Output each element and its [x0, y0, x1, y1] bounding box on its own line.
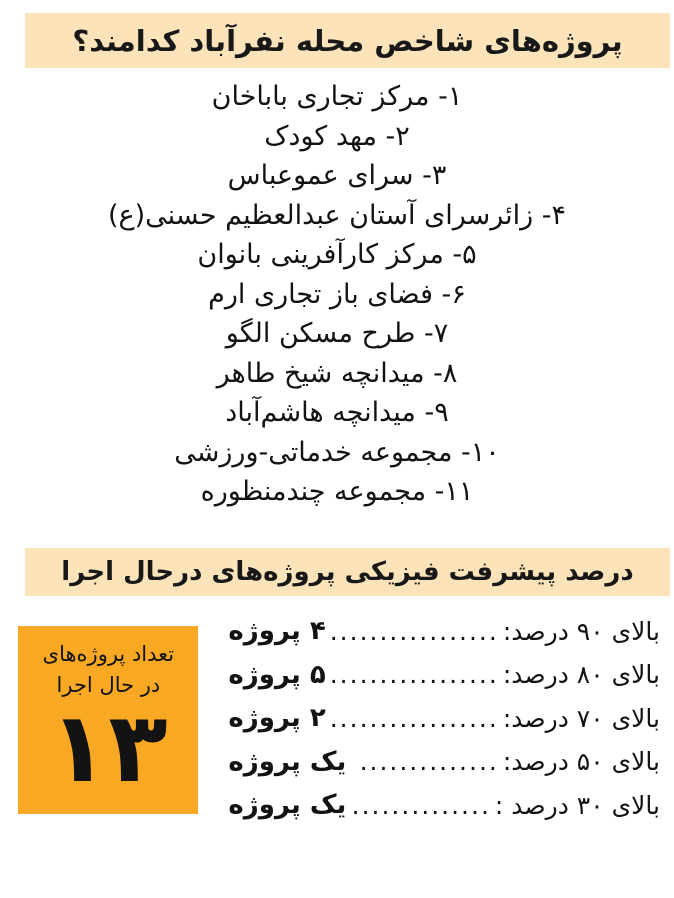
- progress-label: بالای ۵۰ درصد:: [502, 747, 660, 777]
- project-list-item: ۲- مهد کودک: [264, 120, 410, 152]
- progress-list: [228, 610, 660, 828]
- progress-count: یک پروژه: [228, 790, 347, 821]
- progress-dot-leader: .................: [329, 660, 499, 690]
- progress-area: [0, 610, 674, 828]
- section2-title: درصد پیشرفت فیزیکی پروژه‌های درحال اجرا: [61, 556, 634, 587]
- progress-label: بالای ۹۰ درصد:: [502, 616, 660, 646]
- project-list: [0, 77, 674, 512]
- progress-count: یک پروژه: [228, 746, 347, 777]
- project-list-item: ۹- میدانچه هاشم‌آباد: [225, 397, 449, 428]
- progress-row: [228, 653, 660, 697]
- progress-count: ۴ پروژه: [228, 616, 326, 647]
- progress-dot-leader: ..............: [359, 747, 499, 777]
- badge-label-line1: تعداد پروژه‌های: [42, 641, 175, 666]
- section1-header: [25, 13, 670, 68]
- progress-count: ۲ پروژه: [228, 703, 326, 734]
- progress-label: بالای ۳۰ درصد :: [494, 790, 660, 820]
- project-list-item: ۷- طرح مسکن الگو: [225, 318, 449, 349]
- project-list-item: ۵- مرکز کارآفرینی بانوان: [197, 239, 477, 270]
- project-list-item: ۸- میدانچه شیخ طاهر: [216, 357, 458, 389]
- progress-dot-leader: .................: [329, 703, 499, 733]
- progress-label: بالای ۸۰ درصد:: [502, 660, 660, 690]
- badge-count: ۱۳: [49, 690, 168, 804]
- project-list-item: ۶- فضای باز تجاری ارم: [208, 278, 466, 310]
- badge-label-line2: در حال اجرا: [56, 672, 161, 697]
- progress-row: [228, 784, 660, 828]
- section1-title: پروژه‌های شاخص محله نفرآباد کدامند؟: [72, 23, 623, 58]
- progress-row: [228, 740, 660, 784]
- active-projects-badge: [18, 626, 198, 814]
- progress-dot-leader: ..............: [351, 790, 491, 820]
- project-list-item: ۳- سرای عموعباس: [227, 160, 447, 191]
- project-list-item: ۱- مرکز تجاری باباخان: [211, 81, 463, 112]
- progress-row: [228, 697, 660, 741]
- progress-dot-leader: .................: [329, 616, 499, 646]
- project-list-item: ۱۰- مجموعه خدماتی-ورزشی: [174, 436, 500, 468]
- progress-count: ۵ پروژه: [228, 659, 326, 690]
- project-list-item: ۱۱- مجموعه چندمنظوره: [200, 476, 474, 507]
- progress-label: بالای ۷۰ درصد:: [502, 703, 660, 733]
- project-list-item: ۴- زائرسرای آستان عبدالعظیم حسنی(ع): [107, 199, 567, 231]
- section2-header: [25, 548, 670, 596]
- progress-row: [228, 610, 660, 654]
